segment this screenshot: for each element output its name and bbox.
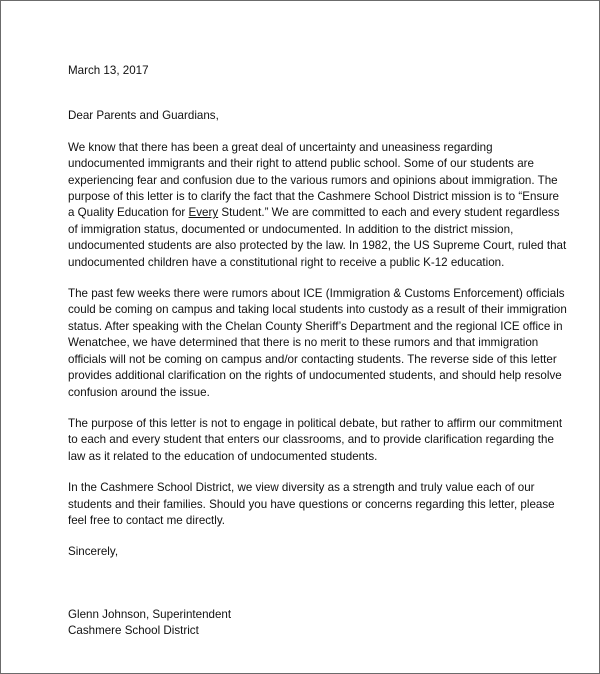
letter-body bbox=[68, 63, 568, 640]
signer-name: Glenn Johnson, Superintendent bbox=[68, 607, 232, 621]
paragraph-purpose: The purpose of this letter is not to engage in political debate, but rather to affirm our commitment to each and every student that enters our classrooms, and to provide clarification regarding the law as it related to the education of undocumented students. bbox=[68, 416, 563, 463]
underlined-every: Every bbox=[188, 206, 219, 220]
paragraph-mission bbox=[68, 140, 568, 271]
paragraph-mission-text-before: We know that there has been a great deal of uncertainty and uneasiness regarding undocumented immigrants and their right to attend public school. Some of our students are experiencing fear and confusion due to the various rumors and opinions about immigration. The purpose of this letter is to clarify the fact that the Cashmere School District mission is to “Ensure a Quality Education for bbox=[68, 140, 560, 220]
paragraph-diversity: In the Cashmere School District, we view diversity as a strength and truly value each of our students and their families. Should you have questions or concerns regarding this letter, please feel free to contact me directly. bbox=[68, 481, 555, 527]
signer-organization: Cashmere School District bbox=[68, 624, 199, 638]
salutation: Dear Parents and Guardians, bbox=[68, 109, 219, 123]
paragraph-ice-rumors: The past few weeks there were rumors about ICE (Immigration & Customs Enforcement) officials could be coming on campus and taking local students into custody as a result of their immigration status. After speaking with the Chelan County Sheriff’s Department and the regional ICE office in Wenatchee, we have determined that there is no merit to these rumors and that immigration officials will not be coming on campus and/or contacting students. The reverse side of this letter provides additional clarification on the rights of undocumented students, and should help resolve confusion around the issue. bbox=[68, 287, 567, 399]
closing: Sincerely, bbox=[68, 545, 119, 559]
paragraph-mission-text-after: Student.” We are committed to each and every student regardless of immigration status, documented or undocumented. In addition to the district mission, undocumented students are also protected by the law. In 1982, the US Supreme Court, ruled that undocumented children have a constitutional right to receive a public K-12 education. bbox=[68, 206, 567, 269]
letter-date: March 13, 2017 bbox=[68, 64, 149, 77]
